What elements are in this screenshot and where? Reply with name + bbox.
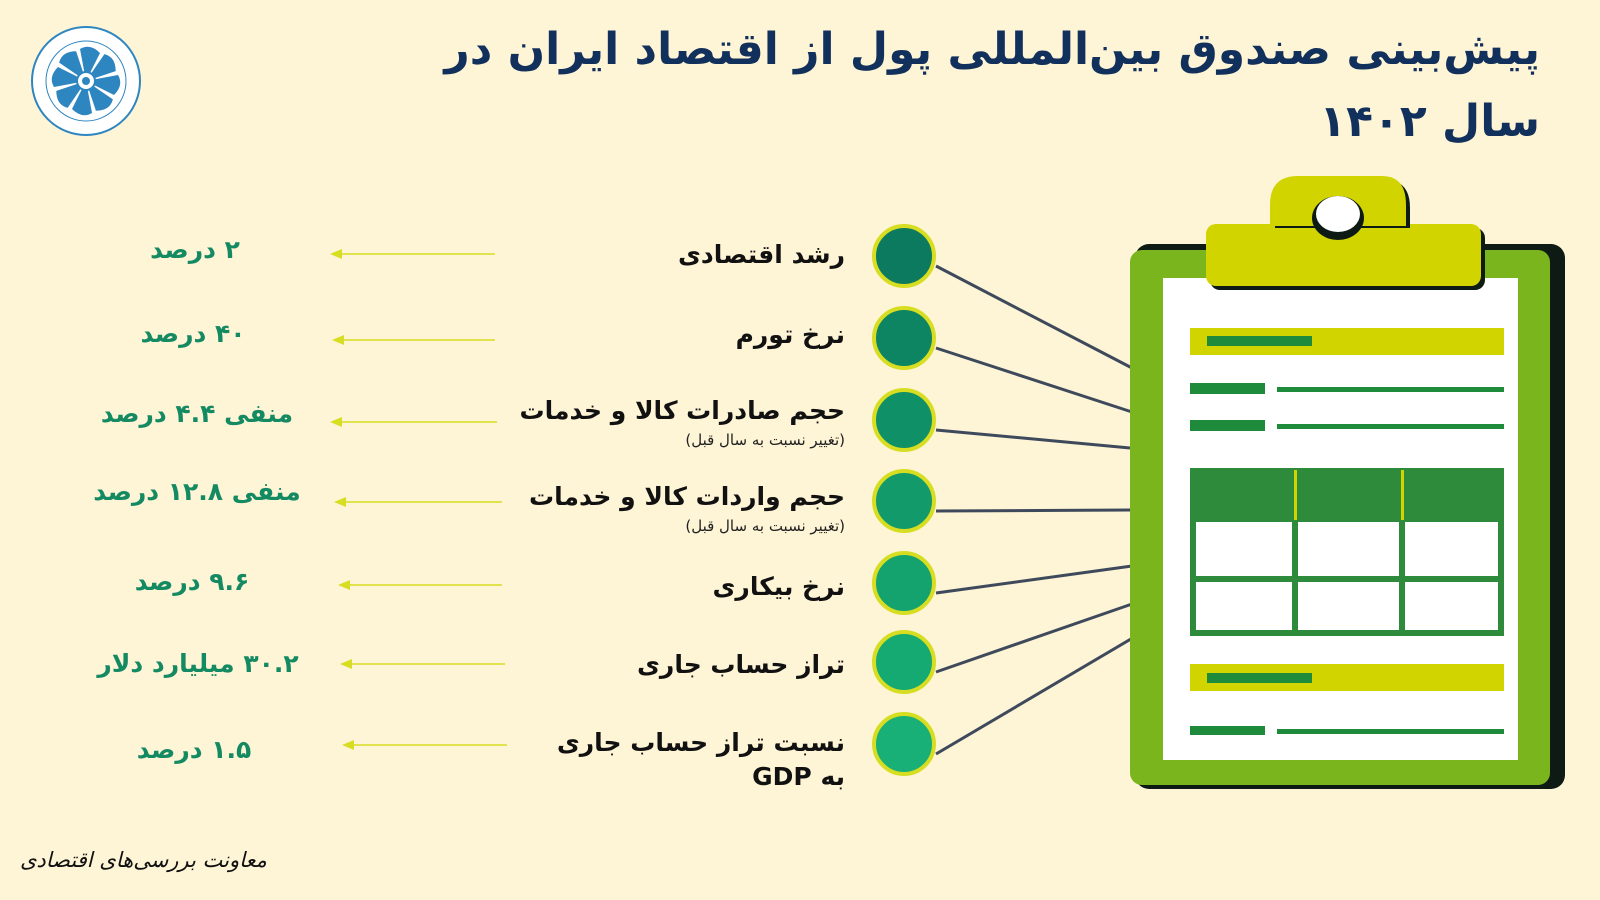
connector-line <box>936 566 1132 593</box>
indicator-value: ۴۰ درصد <box>140 319 246 348</box>
connector-line <box>936 266 1132 368</box>
indicator-label: حجم صادرات کالا و خدمات (تغییر نسبت به سال قبل) <box>519 396 845 449</box>
connector-line <box>936 430 1130 448</box>
connector-line <box>936 348 1132 412</box>
indicator-value: ۱.۵ درصد <box>136 735 252 764</box>
indicator-bullet <box>872 469 936 533</box>
indicator-note: (تغییر نسبت به سال قبل) <box>685 517 845 535</box>
indicator-label: رشد اقتصادی <box>677 240 845 269</box>
indicator-value: منفی ۴.۴ درصد <box>100 399 294 428</box>
indicator-value: ۳۰.۲ میلیارد دلار <box>97 649 299 678</box>
page-title: پیش‌بینی صندوق بین‌المللی پول از اقتصاد ایران در سال ۱۴۰۲ <box>444 24 1540 147</box>
indicator-note: (تغییر نسبت به سال قبل) <box>685 431 845 449</box>
connector-line <box>936 510 1130 511</box>
indicator-value: ۲ درصد <box>150 235 240 264</box>
indicator-value: منفی ۱۲.۸ درصد <box>93 477 301 506</box>
indicator-label: حجم واردات کالا و خدمات (تغییر نسبت به سال قبل) <box>528 482 845 535</box>
indicator-label: نرخ تورم <box>735 320 845 349</box>
indicator-bullet <box>872 630 936 694</box>
indicator-bullet <box>872 712 936 776</box>
connector-line <box>936 604 1132 672</box>
clipboard-icon <box>1130 176 1565 789</box>
indicator-label: نسبت تراز حساب جاری به GDP <box>556 728 845 791</box>
indicator-value: ۹.۶ درصد <box>134 567 250 596</box>
indicator-bullet <box>872 551 936 615</box>
indicator-bullet <box>872 306 936 370</box>
indicator-label: نرخ بیکاری <box>712 572 845 601</box>
indicator-bullet <box>872 224 936 288</box>
indicator-bullet <box>872 388 936 452</box>
connector-line <box>936 636 1136 754</box>
indicator-label: تراز حساب جاری <box>637 650 845 679</box>
footer-credit: معاونت بررسی‌های اقتصادی <box>20 848 267 872</box>
